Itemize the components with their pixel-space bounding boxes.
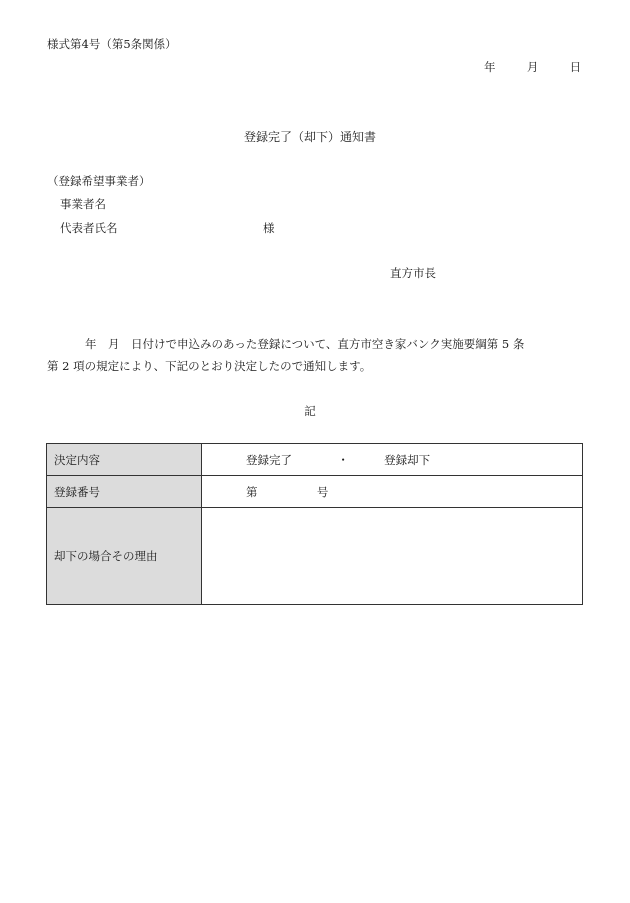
body-line-2: 第 2 項の規定により、下記のとおり決定したので通知します。 xyxy=(47,359,372,373)
registration-number-suffix: 号 xyxy=(316,484,329,499)
option-registration-rejected: 登録却下 xyxy=(384,452,431,467)
document-title: 登録完了（却下）通知書 xyxy=(243,130,376,144)
date-day: 日 xyxy=(569,60,582,74)
option-registration-complete: 登録完了 xyxy=(246,452,292,467)
ki-heading: 記 xyxy=(304,404,316,418)
honorific: 様 xyxy=(263,221,275,235)
issuer-name: 直方市長 xyxy=(390,266,436,280)
table-row xyxy=(47,476,583,508)
date-year: 年 xyxy=(484,60,496,74)
table-row xyxy=(47,508,583,605)
decision-value xyxy=(202,444,583,476)
registration-number-label: 登録番号 xyxy=(47,476,202,508)
applicant-heading: （登録希望事業者） xyxy=(47,174,151,188)
option-separator: ・ xyxy=(337,452,349,467)
registration-number-value xyxy=(202,476,583,508)
date-line xyxy=(484,59,581,75)
body-line-1: 年 月 日付けで申込みのあった登録について、直方市空き家バンク実施要綱第 5 条 xyxy=(85,337,525,351)
representative-name-label: 代表者氏名 xyxy=(60,221,118,235)
date-month: 月 xyxy=(526,60,539,74)
form-number: 様式第4号（第5条関係） xyxy=(47,37,177,51)
decision-table xyxy=(46,443,583,605)
decision-label: 決定内容 xyxy=(47,444,202,476)
rejection-reason-value xyxy=(202,508,583,605)
business-name-label: 事業者名 xyxy=(60,197,106,211)
table-row xyxy=(47,444,583,476)
rejection-reason-label: 却下の場合その理由 xyxy=(47,508,202,605)
registration-number-prefix: 第 xyxy=(246,484,258,499)
body-text xyxy=(47,333,577,377)
